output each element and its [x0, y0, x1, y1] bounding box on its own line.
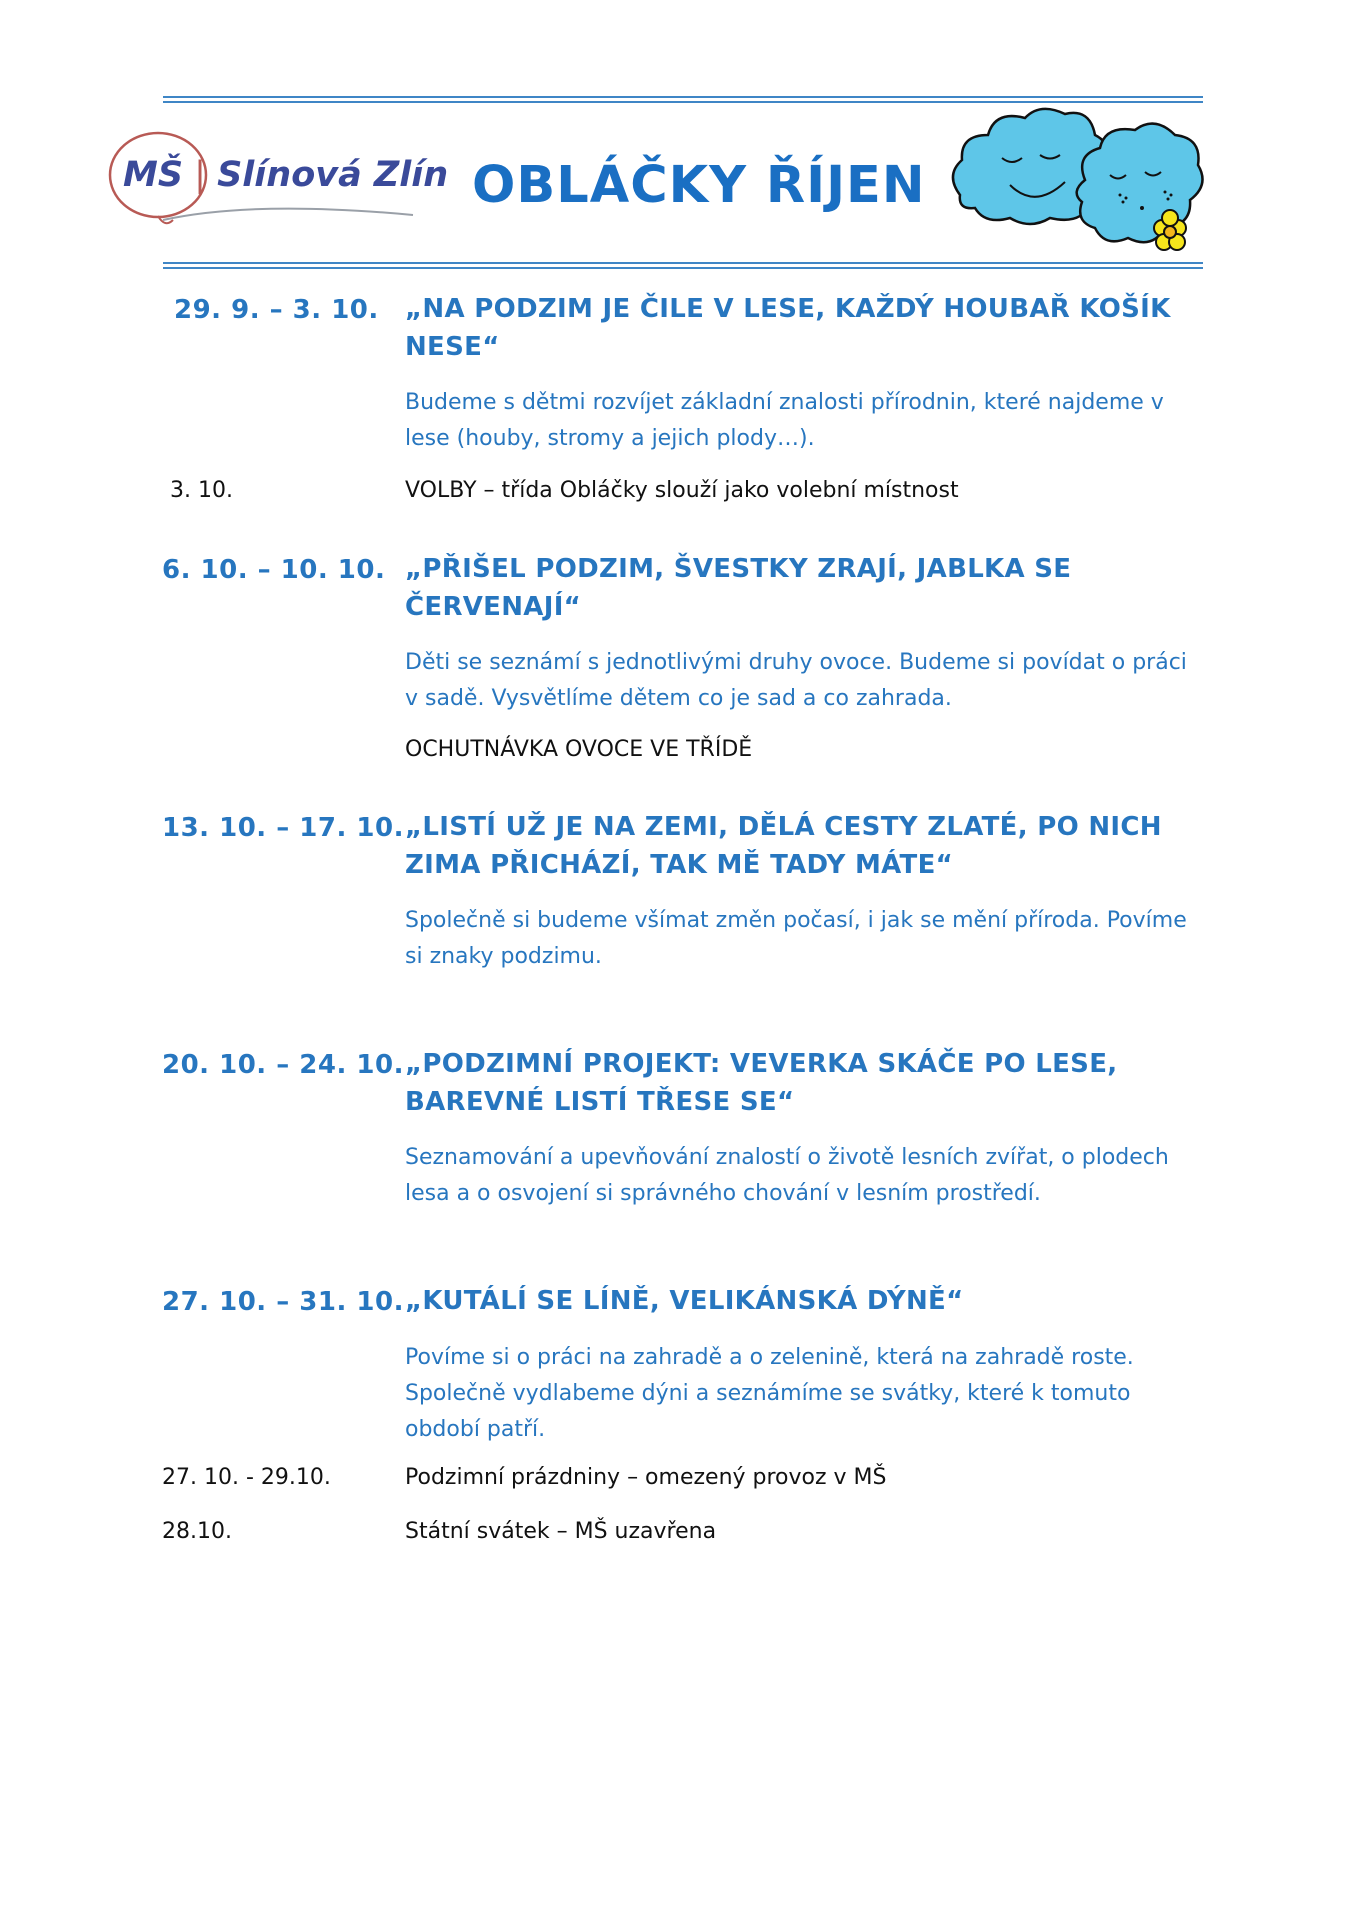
ochutnavka-text: OCHUTNÁVKA OVOCE VE TŘÍDĚ [405, 737, 753, 762]
logo-text: MŠ | Slínová Zlín [123, 155, 449, 195]
week-title: „NA PODZIM JE ČILE V LESE, KAŽDÝ HOUBAŘ KOŠÍK NESE“ [405, 294, 1171, 362]
week-title: „LISTÍ UŽ JE NA ZEMI, DĚLÁ CESTY ZLATÉ, PO NICH ZIMA PŘICHÁZÍ, TAK MĚ TADY MÁTE“ [405, 812, 1162, 880]
week-title: „KUTÁLÍ SE LÍNĚ, VELIKÁNSKÁ DÝNĚ“ [405, 1286, 964, 1316]
school-logo [103, 120, 449, 230]
week-description: Povíme si o práci na zahradě a o zelenině, která na zahradě roste. Společně vydlabeme dýni a seznámíme se svátky, které k tomuto období patří. [405, 1345, 1134, 1442]
week-date: 29. 9. – 3. 10. [174, 295, 379, 325]
volby-text: VOLBY – třída Obláčky slouží jako volební místnost [405, 478, 959, 503]
week-date: 20. 10. – 24. 10. [162, 1050, 404, 1080]
prazdniny-text: Podzimní prázdniny – omezený provoz v MŠ [405, 1465, 887, 1490]
week-title: „PODZIMNÍ PROJEKT: VEVERKA SKÁČE PO LESE, BAREVNÉ LISTÍ TŘESE SE“ [405, 1049, 1118, 1117]
svatek-date: 28.10. [162, 1519, 232, 1544]
week-description: Děti se seznámí s jednotlivými druhy ovoce. Budeme si povídat o práci v sadě. Vysvětlíme dětem co je sad a co zahrada. [405, 650, 1187, 711]
week-date: 13. 10. – 17. 10. [162, 813, 404, 843]
week-title: „PŘIŠEL PODZIM, ŠVESTKY ZRAJÍ, JABLKA SE ČERVENAJÍ“ [405, 554, 1072, 622]
prazdniny-date: 27. 10. - 29.10. [162, 1465, 331, 1490]
header-bottom-rule [163, 262, 1203, 269]
week-description: Seznamování a upevňování znalostí o životě lesních zvířat, o plodech lesa a o osvojení si správného chování v lesním prostředí. [405, 1145, 1169, 1206]
week-description: Budeme s dětmi rozvíjet základní znalosti přírodnin, které najdeme v lese (houby, stromy a jejich plody…). [405, 390, 1164, 451]
logo-ms: MŠ [123, 155, 184, 195]
page-title: OBLÁČKY ŘÍJEN [472, 156, 926, 215]
week-date: 6. 10. – 10. 10. [162, 555, 386, 585]
volby-date: 3. 10. [170, 478, 233, 503]
svatek-text: Státní svátek – MŠ uzavřena [405, 1519, 717, 1544]
week-description: Společně si budeme všímat změn počasí, i jak se mění příroda. Povíme si znaky podzimu. [405, 908, 1187, 969]
clouds-illustration-icon [940, 100, 1210, 265]
logo-name: Slínová Zlín [217, 155, 449, 195]
week-date: 27. 10. – 31. 10. [162, 1287, 404, 1317]
